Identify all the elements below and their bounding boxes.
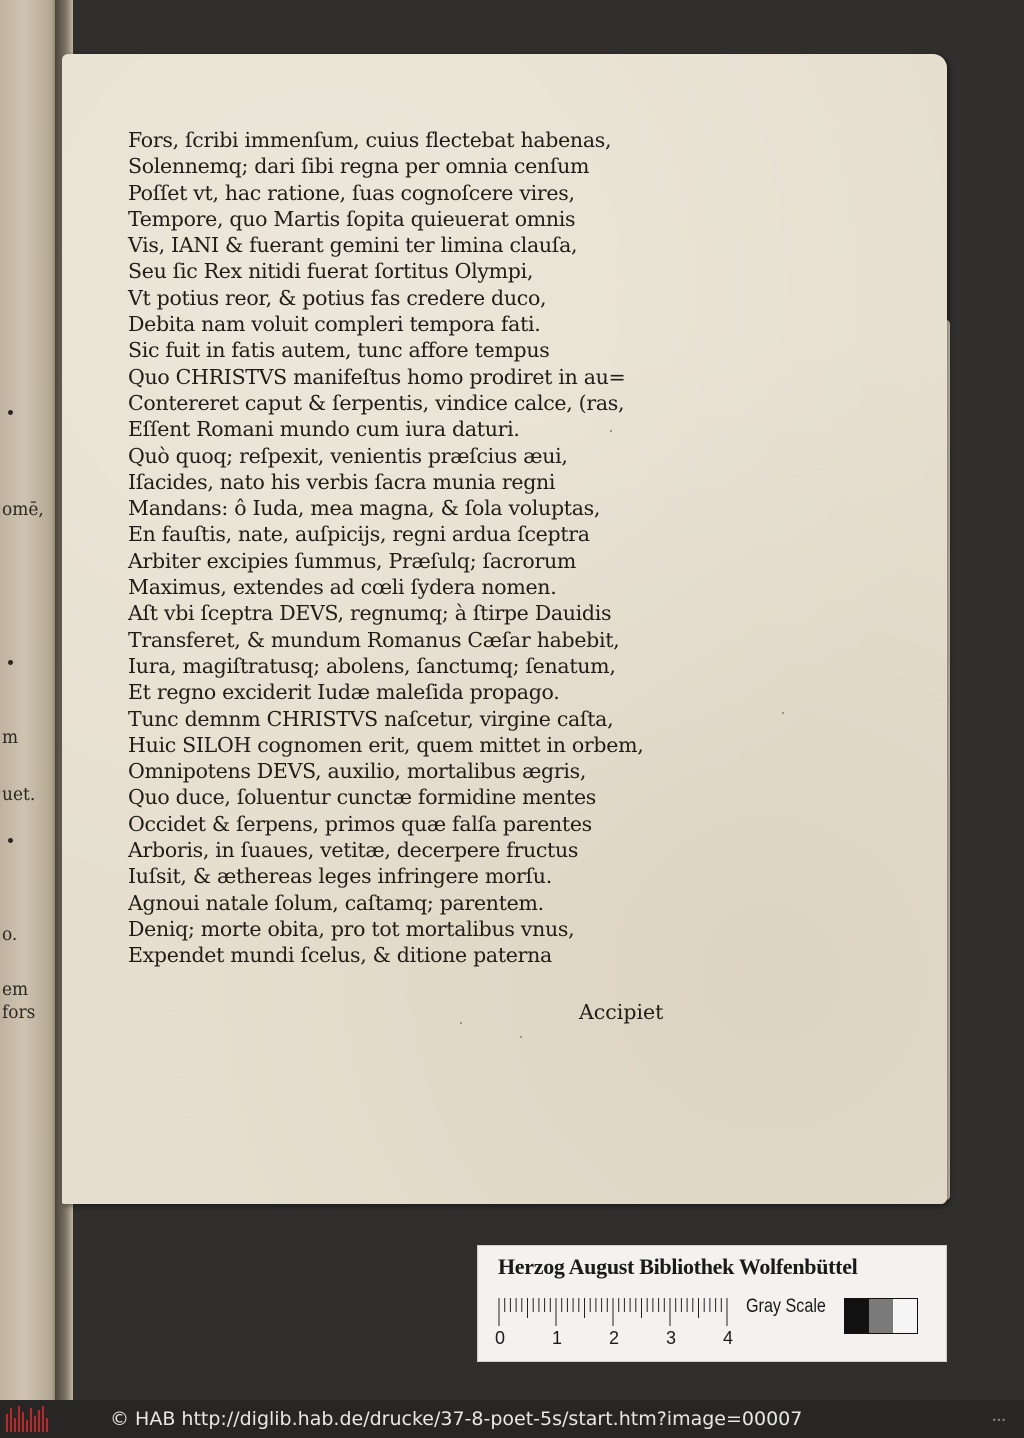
verse-line: Huic SILOH cognomen erit, quem mittet in orbem, [128,732,644,757]
logo-bar [26,1420,28,1432]
ink-dot [8,838,13,843]
verse-line: Vt potius reor, & potius fas credere duco, [128,285,547,310]
paper-speck [782,712,784,714]
logo-bar [30,1408,32,1432]
verse-line: Deniq; morte obita, pro tot mortalibus vnus, [128,916,575,941]
verse-line: Quo duce, ſoluentur cunctæ formidine mentes [128,785,597,810]
verse-line: Quò quoq; reſpexit, venientis præſcius æui, [128,443,568,468]
paper-speck [460,1022,462,1024]
verse-line: Tunc demnm CHRISTVS naſcetur, virgine caſta, [128,706,614,731]
logo-bar [22,1412,24,1432]
library-name: Herzog August Bibliothek Wolfenbüttel [498,1254,858,1279]
verse-line: Fors, ſcribi immenſum, cuius flectebat habenas, [128,128,612,152]
verse-line: Occidet & ſerpens, primos quæ falſa parentes [128,811,592,836]
facing-page-fragment: omē, [2,499,44,521]
verse-line: Maximus, extendes ad cœli ſydera nomen. [128,575,557,600]
paper-speck [520,1036,522,1038]
verse-line: Vis, IANI & fuerant gemini ter limina clauſa, [128,233,578,258]
verse-line: Iura, magiſtratusq; abolens, ſanctumq; ſenatum, [128,653,616,678]
logo-bar [18,1406,20,1432]
logo-bar [14,1418,16,1432]
ink-dot [8,410,13,415]
facing-page-fragment: uet. [2,784,36,806]
logo-bar [6,1414,8,1432]
ruler-label: 0 [495,1328,506,1348]
verse-line: Seu ſic Rex nitidi fuerat ſortitus Olympi, [128,259,534,284]
verse-line: Poſſet vt, hac ratione, ſuas cognoſcere vires, [128,180,575,205]
verse-text [128,127,728,969]
verse-line: Arboris, in ſuaues, vetitæ, decerpere fructus [128,838,579,863]
ruler-scale [498,1296,738,1326]
facing-page-fragment: em [2,979,29,1001]
gray-scale-swatches [844,1298,918,1334]
swatch-white [893,1299,917,1333]
logo-bar [42,1406,44,1432]
swatch-black [845,1299,869,1333]
ink-dot [8,660,13,665]
catchword: Accipiet [579,1000,664,1024]
copyright-link[interactable]: © HAB http://diglib.hab.de/drucke/37-8-poet-5s/start.htm?image=00007 [110,1408,803,1430]
verse-line: Contereret caput & ſerpentis, vindice calce, (ras, [128,390,625,415]
paper-speck [610,430,612,432]
logo-bar [34,1416,36,1432]
logo-bar [10,1408,12,1432]
more-icon: ••• [991,1416,1006,1425]
ruler-label: 2 [609,1328,620,1348]
verse-line: Agnoui natale ſolum, caſtamq; parentem. [128,890,544,915]
logo-bar [38,1410,40,1432]
gray-scale-label: Gray Scale [746,1296,826,1317]
verse-line: Debita nam voluit compleri tempora fati. [128,312,541,337]
ruler-label: 1 [552,1328,563,1348]
verse-line: Tempore, quo Martis ſopita quieuerat omnis [128,206,576,231]
ruler-label: 4 [723,1328,734,1348]
verse-line: Et regno exciderit Iudæ maleſida propago. [128,680,560,705]
swatch-gray [869,1299,893,1333]
footer-bar [0,1400,1024,1438]
verse-line: Aſt vbi ſceptra DEVS, regnumq; à ſtirpe Dauidis [128,601,612,626]
verse-line: Transferet, & mundum Romanus Cæſar habebit, [128,627,620,652]
facing-page-fragment: o. [2,924,18,946]
facing-page-edge [0,0,60,1400]
verse-line: Iuſsit, & æthereas leges infringere morſu. [128,864,552,889]
verse-line: Expendet mundi ſcelus, & ditione paterna [128,943,552,968]
verse-line: Eſſent Romani mundo cum iura daturi. [128,417,520,442]
color-calibration-card [477,1245,947,1362]
verse-line: En fauſtis, nate, auſpicijs, regni ardua ſceptra [128,522,590,547]
hab-logo-icon [6,1406,50,1432]
logo-bar [46,1418,48,1432]
verse-line: Quo CHRISTVS manifeſtus homo prodiret in au= [128,364,626,389]
verse-line: Sic fuit in fatis autem, tunc affore tempus [128,338,550,363]
verse-line: Omnipotens DEVS, auxilio, mortalibus ægris, [128,759,587,784]
verse-line: Solennemq; dari ſibi regna per omnia cenſum [128,154,590,179]
facing-page-fragment: m [2,727,19,749]
verse-line: Mandans: ô Iuda, mea magna, & ſola voluptas, [128,496,601,521]
ruler-label: 3 [666,1328,677,1348]
verse-line: Iſacides, nato his verbis ſacra munia regni [128,469,556,494]
verse-line: Arbiter excipies ſummus, Præſulq; ſacrorum [128,548,576,573]
facing-page-fragment: fors [2,1002,36,1024]
